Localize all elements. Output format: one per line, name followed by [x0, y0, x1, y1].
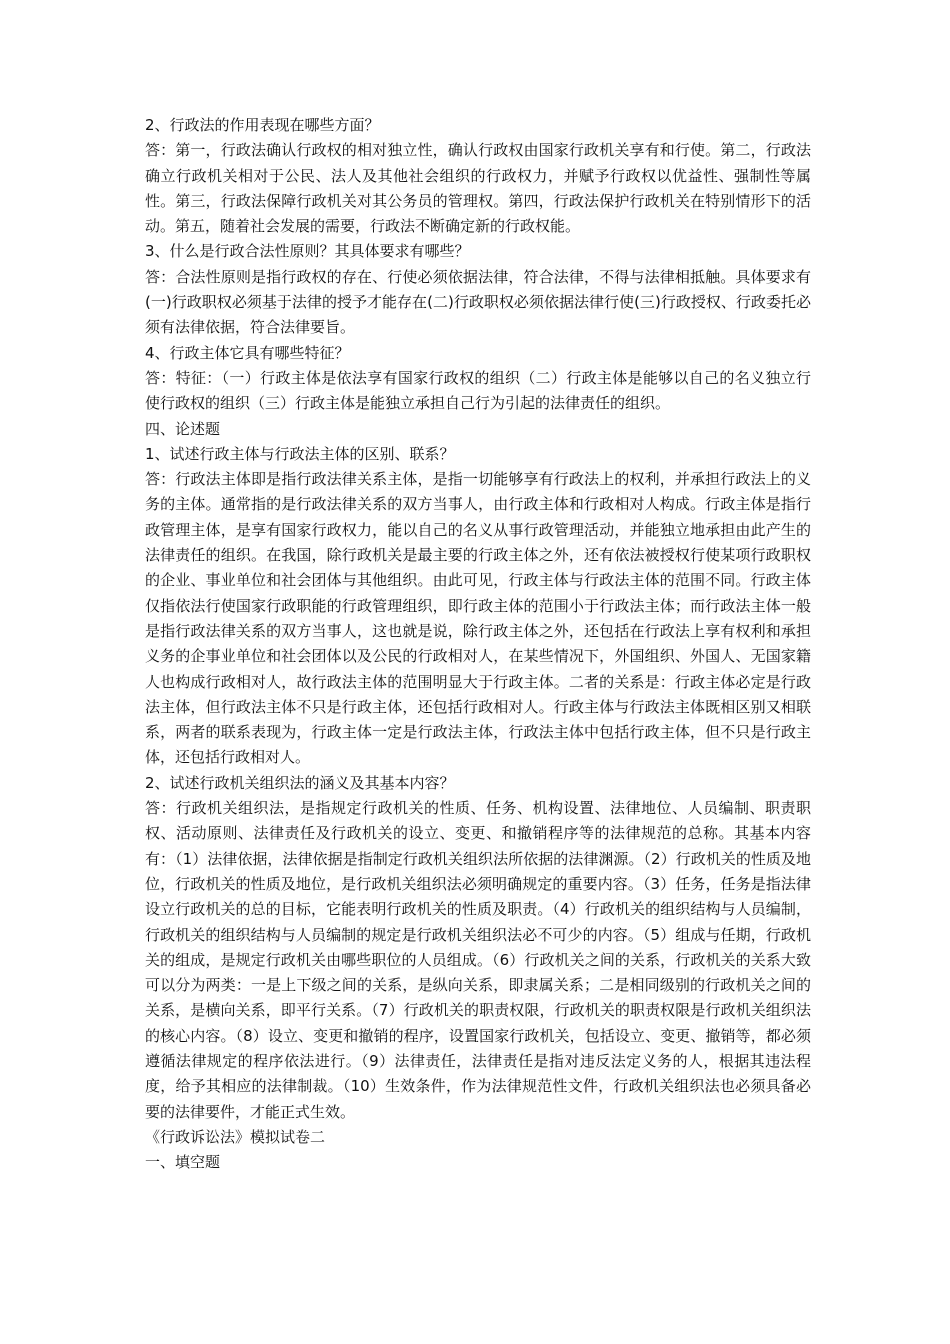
answer-2: 答：第一，行政法确认行政权的相对独立性，确认行政权由国家行政机关享有和行使。第二，行政法确立行政机关相对于公民、法人及其他社会组织的行政权力，并赋予行政权以优益性、强制性等属性。第三，行政法保障行政机关对其公务员的管理权。第四，行政法保护行政机关在特别情形下的活动。第五，随着社会发展的需要，行政法不断确定新的行政权能。 — [145, 141, 811, 236]
exam-paper-title: 《行政诉讼法》模拟试卷二 — [145, 1127, 326, 1146]
question-2-heading: 2、行政法的作用表现在哪些方面？ — [145, 116, 380, 134]
answer-4: 答：特征：（一）行政主体是依法享有国家行政权的组织（二）行政主体是能够以自己的名义独立行使行政权的组织（三）行政主体是能独立承担自己行为引起的法律责任的组织。 — [145, 368, 811, 413]
section-heading-essay: 四、论述题 — [145, 419, 221, 438]
essay-question-1-heading: 1、试述行政主体与行政法主体的区别、联系？ — [145, 444, 455, 463]
essay-answer-2: 答：行政机关组织法，是指规定行政机关的性质、任务、机构设置、法律地位、人员编制、职责职权、活动原则、法律责任及行政机关的设立、变更、和撤销程序等的法律规范的总称。其基本内容有：（1）法律依据，法律依据是指制定行政机关组织法所依据的法律渊源。（2）行政机关的性质及地位，行政机关的性质及地位，是行政机关组织法必须明确规定的重要内容。（3）任务，任务是指法律设立行政机关的总的目标，它能表明行政机关的性质及职责。（4）行政机关的组织结构与人员编制，行政机关的组织结构与人员编制的规定是行政机关组织法必不可少的内容。（5）组成与任期，行政机关的组成，是规定行政机关由哪些职位的人员组成。（6）行政机关之间的关系，行政机关的关系大致可以分为两类：一是上下级之间的关系，是纵向关系，即隶属关系；二是相同级别的行政机关之间的关系，是横向关系，即平行关系。（7）行政机关的职责权限，行政机关的职责权限是行政机关组织法的核心内容。（8）设立、变更和撤销的程序，设置国家行政机关，包括设立、变更、撤销等，都必须遵循法律规定的程序依法进行。（9）法律责任，法律责任是指对违反法定义务的人，根据其违法程度，给予其相应的法律制裁。（10）生效条件，作为法律规范性文件，行政机关组织法也必须具备必要的法律要件，才能正式生效。 — [145, 799, 811, 1121]
answer-3: 答：合法性原则是指行政权的存在、行使必须依据法律，符合法律，不得与法律相抵触。具体要求有(一)行政职权必须基于法律的授予才能存在(二)行政职权必须依据法律行使(三)行政授权、行政委托必须有法律依据，符合法律要旨。 — [145, 267, 811, 337]
essay-answer-1: 答：行政法主体即是指行政法律关系主体，是指一切能够享有行政法上的权利，并承担行政法上的义务的主体。通常指的是行政法律关系的双方当事人，由行政主体和行政相对人构成。行政主体是指行政管理主体，是享有国家行政权力，能以自己的名义从事行政管理活动，并能独立地承担由此产生的法律责任的组织。在我国，除行政机关是最主要的行政主体之外，还有依法被授权行使某项行政职权的企业、事业单位和社会团体与其他组织。由此可见，行政主体与行政法主体的范围不同。行政主体仅指依法行使国家行政职能的行政管理组织，即行政主体的范围小于行政法主体；而行政法主体一般是指行政法律关系的双方当事人，这也就是说，除行政主体之外，还包括在行政法上享有权利和承担义务的企事业单位和社会团体以及公民的行政相对人，在某些情况下，外国组织、外国人、无国家籍人也构成行政相对人，故行政法主体的范围明显大于行政主体。二者的关系是：行政主体必定是行政法主体，但行政法主体不只是行政主体，还包括行政相对人。行政主体与行政法主体既相区别又相联系，两者的联系表现为，行政主体一定是行政法主体，行政法主体中包括行政主体，但不只是行政主体，还包括行政相对人。 — [145, 470, 811, 767]
section-heading-fill-blank: 一、填空题 — [145, 1153, 221, 1172]
essay-question-2-heading: 2、试述行政机关组织法的涵义及其基本内容？ — [145, 773, 455, 792]
document-body — [145, 113, 811, 1175]
question-4-heading: 4、行政主体它具有哪些特征？ — [145, 343, 350, 362]
question-3-heading: 3、什么是行政合法性原则？其具体要求有哪些？ — [145, 242, 470, 261]
